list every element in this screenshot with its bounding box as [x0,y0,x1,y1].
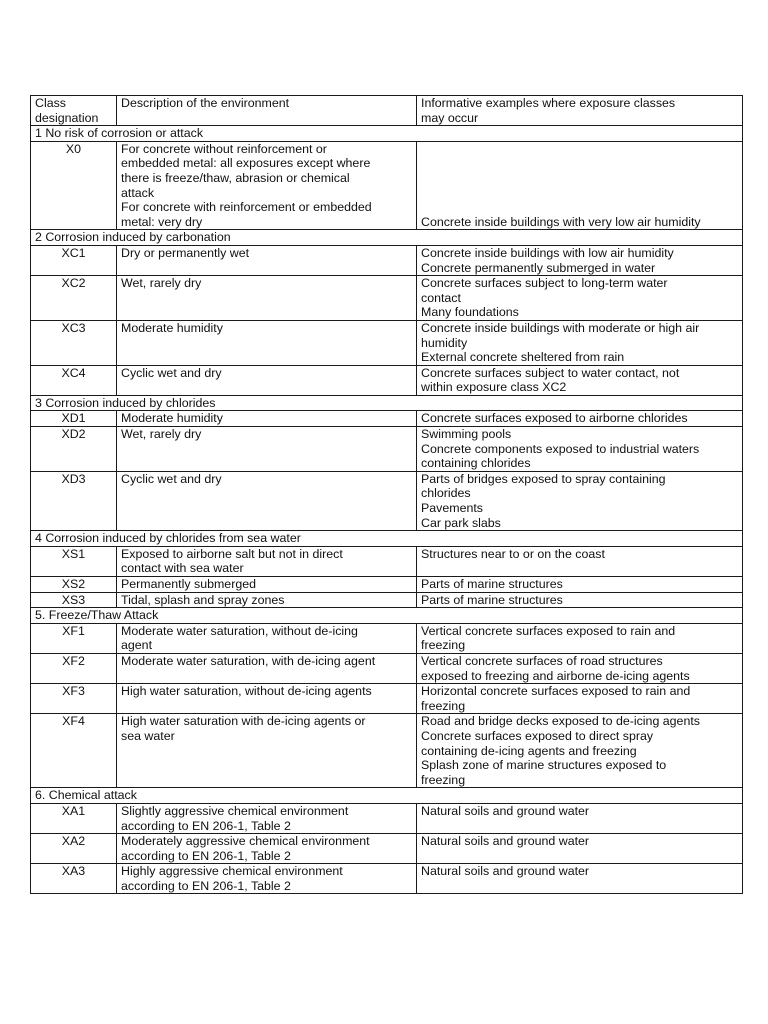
section-header-row [31,126,743,142]
description-line: Wet, rarely dry [121,427,202,442]
example-line: exposed to freezing and airborne de-icing agents [421,668,690,683]
class-designation-cell: XF2 [31,653,117,683]
informative-examples-cell [417,365,743,395]
class-designation-cell: XA3 [31,864,117,894]
description-line: Wet, rarely dry [121,276,202,291]
example-line: containing chlorides [421,456,531,471]
class-designation-cell: XC1 [31,245,117,275]
example-line: Splash zone of marine structures exposed to [421,758,667,773]
table-row [31,141,743,230]
description-line: Exposed to airborne salt but not in direct [121,546,343,561]
environment-description-cell [117,864,417,894]
example-line: Parts of marine structures [421,592,563,607]
example-line: Structures near to or on the coast [421,546,605,561]
informative-examples-cell [417,411,743,427]
example-line: Many foundations [421,305,519,320]
environment-description-cell [117,653,417,683]
header-description: Description of the environment [117,96,417,126]
informative-examples-cell [417,245,743,275]
table-row [31,276,743,321]
table-row [31,365,743,395]
environment-description-cell [117,141,417,230]
informative-examples-cell [417,471,743,530]
table-row [31,653,743,683]
section-title: 2 Corrosion induced by carbonation [31,230,743,246]
description-line: Dry or permanently wet [121,245,250,260]
class-designation-cell: XD1 [31,411,117,427]
informative-examples-cell [417,653,743,683]
example-line: Horizontal concrete surfaces exposed to rain and [421,684,691,699]
environment-description-cell [117,276,417,321]
description-line: For concrete with reinforcement or embedded [121,200,372,215]
informative-examples-cell [417,834,743,864]
section-header-row [31,531,743,547]
informative-examples-cell [417,320,743,365]
example-line: External concrete sheltered from rain [421,350,625,365]
example-line: Car park slabs [421,515,501,530]
class-designation-cell: XF4 [31,714,117,788]
example-line: Concrete inside buildings with low air humidity [421,245,674,260]
exposure-class-table [30,95,743,894]
informative-examples-cell [417,623,743,653]
description-line: Moderately aggressive chemical environment [121,834,370,849]
informative-examples-cell [417,864,743,894]
table-row [31,803,743,833]
table-header-row [31,96,743,126]
informative-examples-cell [417,577,743,593]
table-row [31,684,743,714]
description-line: metal: very dry [121,214,203,229]
environment-description-cell [117,803,417,833]
example-line: Swimming pools [421,427,512,442]
section-title: 5. Freeze/Thaw Attack [31,608,743,624]
environment-description-cell [117,592,417,608]
environment-description-cell [117,471,417,530]
table-row [31,471,743,530]
class-designation-cell: XA1 [31,803,117,833]
environment-description-cell [117,834,417,864]
environment-description-cell [117,320,417,365]
example-line: contact [421,290,461,305]
table-row [31,623,743,653]
table-row [31,245,743,275]
description-line: sea water [121,728,175,743]
section-header-row [31,230,743,246]
class-designation-cell: XF3 [31,684,117,714]
environment-description-cell [117,245,417,275]
class-designation-cell: X0 [31,141,117,230]
section-header-row [31,395,743,411]
class-designation-cell: XC3 [31,320,117,365]
example-line: Natural soils and ground water [421,834,590,849]
section-header-row [31,788,743,804]
class-designation-cell: XD3 [31,471,117,530]
example-line: within exposure class XC2 [421,380,567,395]
example-line: Concrete components exposed to industrial waters [421,441,700,456]
section-title: 6. Chemical attack [31,788,743,804]
table-row [31,592,743,608]
description-line: Tidal, splash and spray zones [121,592,285,607]
table-row [31,411,743,427]
class-designation-cell: XC4 [31,365,117,395]
table-row [31,546,743,576]
class-designation-cell: XS1 [31,546,117,576]
informative-examples-cell [417,592,743,608]
example-line: freezing [421,638,466,653]
class-designation-cell: XS3 [31,592,117,608]
description-line: according to EN 206-1, Table 2 [121,818,291,833]
informative-examples-cell [417,276,743,321]
informative-examples-cell [417,546,743,576]
example-line: Concrete inside buildings with moderate or high air [421,320,700,335]
example-line: freezing [421,772,466,787]
description-line: High water saturation, without de-icing agents [121,684,372,699]
example-line: Pavements [421,501,483,516]
description-line: Moderate humidity [121,411,223,426]
table-row [31,320,743,365]
description-line: Moderate water saturation, without de-icing [121,623,358,638]
informative-examples-cell [417,141,743,230]
table-row [31,577,743,593]
section-header-row [31,608,743,624]
example-line: freezing [421,698,466,713]
description-line: there is freeze/thaw, abrasion or chemical [121,170,350,185]
class-designation-cell: XS2 [31,577,117,593]
example-line: Concrete surfaces exposed to direct spray [421,728,654,743]
table-row [31,834,743,864]
description-line: High water saturation with de-icing agents or [121,714,366,729]
section-title: 3 Corrosion induced by chlorides [31,395,743,411]
table-row [31,427,743,472]
informative-examples-cell [417,684,743,714]
table-row [31,864,743,894]
example-line: Concrete surfaces exposed to airborne chlorides [421,411,688,426]
description-line: contact with sea water [121,561,244,576]
description-line: attack [121,185,155,200]
description-line: Cyclic wet and dry [121,365,222,380]
example-line: Concrete permanently submerged in water [421,260,656,275]
informative-examples-cell [417,803,743,833]
environment-description-cell [117,365,417,395]
description-line: Slightly aggressive chemical environment [121,803,349,818]
example-line: Natural soils and ground water [421,803,590,818]
class-designation-cell: XC2 [31,276,117,321]
example-line: Vertical concrete surfaces of road structures [421,653,663,668]
description-line: For concrete without reinforcement or [121,141,327,156]
class-designation-cell: XA2 [31,834,117,864]
description-line: agent [121,638,153,653]
example-line: Vertical concrete surfaces exposed to rain and [421,623,676,638]
environment-description-cell [117,546,417,576]
example-line: Natural soils and ground water [421,864,590,879]
informative-examples-cell [417,427,743,472]
example-line: Road and bridge decks exposed to de-icing agents [421,714,700,729]
table-row [31,714,743,788]
environment-description-cell [117,411,417,427]
environment-description-cell [117,623,417,653]
environment-description-cell [117,684,417,714]
class-designation-cell: XF1 [31,623,117,653]
example-line: containing de-icing agents and freezing [421,743,637,758]
description-line: Highly aggressive chemical environment [121,864,343,879]
example-line: Parts of marine structures [421,577,563,591]
section-title: 1 No risk of corrosion or attack [31,126,743,142]
environment-description-cell [117,577,417,593]
example-line: Concrete surfaces subject to water contact, not [421,365,680,380]
description-line: embedded metal: all exposures except where [121,156,371,171]
environment-description-cell [117,427,417,472]
example-line: Concrete inside buildings with very low air humidity [421,214,701,229]
header-class-designation: Class designation [31,96,117,126]
description-line: Cyclic wet and dry [121,471,222,486]
description-line: Moderate humidity [121,320,223,335]
environment-description-cell [117,714,417,788]
example-line: chlorides [421,486,471,501]
description-line: according to EN 206-1, Table 2 [121,878,291,893]
header-examples: Informative examples where exposure classes may occur [417,96,743,126]
class-designation-cell: XD2 [31,427,117,472]
description-line: Moderate water saturation, with de-icing agent [121,653,376,668]
example-line: Parts of bridges exposed to spray containing [421,471,666,486]
description-line: Permanently submerged [121,577,256,591]
informative-examples-cell [417,714,743,788]
example-line: humidity [421,335,468,350]
example-line: Concrete surfaces subject to long-term water [421,276,668,291]
description-line: according to EN 206-1, Table 2 [121,848,291,863]
section-title: 4 Corrosion induced by chlorides from sea water [31,531,743,547]
table-body [31,126,743,894]
